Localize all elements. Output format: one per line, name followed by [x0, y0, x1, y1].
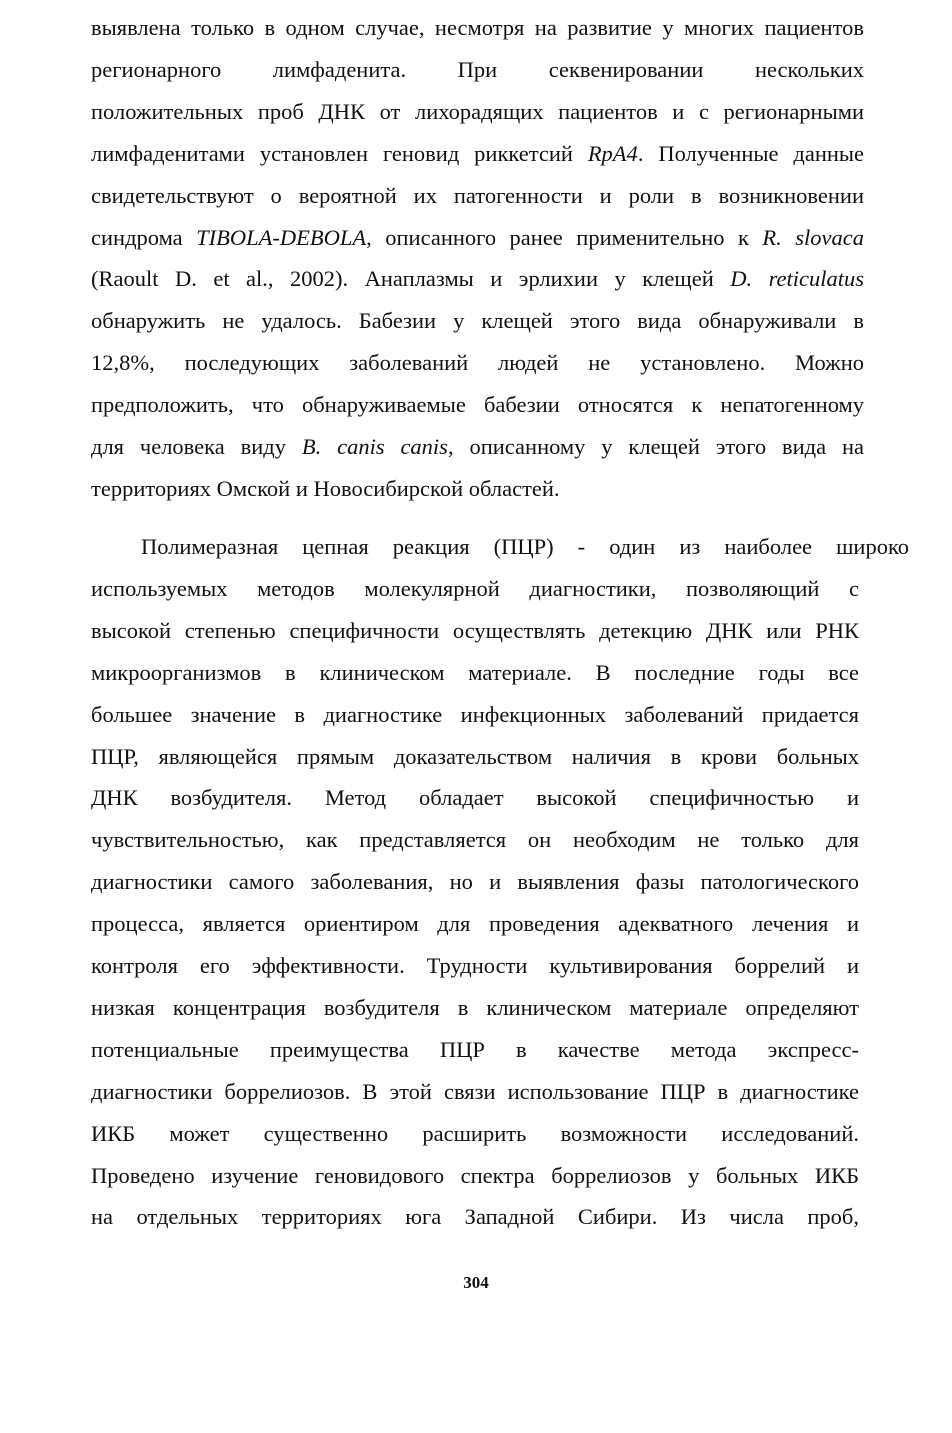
text-segment: лимфаденитами установлен геновид риккетсий [91, 140, 588, 166]
text-line [91, 825, 859, 855]
text-segment: выявлена только в одном случае, несмотря на развитие у многих пациентов [91, 15, 864, 40]
text-line [91, 700, 859, 730]
text-segment: потенциальные преимущества ПЦР в качестве метода экспресс- [91, 1036, 859, 1062]
text-segment: . Полученные данные [637, 140, 864, 166]
text-segment: регионарного лимфаденита. При секвенировании нескольких [91, 56, 864, 82]
text-segment: большее значение в диагностике инфекционных заболеваний придается [91, 701, 859, 727]
italic-term: B. canis canis [301, 434, 448, 459]
text-line [91, 55, 864, 85]
text-segment: Полимеразная цепная реакция (ПЦР) - один из наиболее широко [141, 534, 909, 559]
text-segment: чувствительностью, как представляется он необходим не только для [91, 827, 859, 853]
text-segment: диагностики самого заболевания, но и выявления фазы патологического [91, 869, 859, 895]
text-segment: 12,8%, последующих заболеваний людей не установлено. Можно [91, 350, 864, 376]
text-segment: положительных проб ДНК от лихорадящих пациентов и с регионарными [91, 98, 864, 124]
text-line [91, 1035, 859, 1065]
text-segment: обнаружить не удалось. Бабезии у клещей этого вида обнаруживали в [91, 308, 864, 334]
text-segment: низкая концентрация возбудителя в клиническом материале определяют [91, 994, 859, 1020]
text-segment: свидетельствуют о вероятной их патогенности и роли в возникновении [91, 182, 864, 208]
text-line [91, 1161, 859, 1191]
text-segment: ИКБ может существенно расширить возможности исследований. [91, 1120, 859, 1146]
text-line [91, 13, 864, 43]
text-line [91, 1077, 859, 1107]
text-line [91, 742, 859, 772]
text-line [91, 783, 859, 813]
italic-term: RpA4 [587, 140, 638, 166]
text-segment: синдрома [91, 224, 197, 250]
text-line [91, 390, 864, 420]
text-line [91, 139, 864, 169]
text-line [91, 348, 864, 378]
text-segment: Проведено изучение геновидового спектра боррелиозов у больных ИКБ [91, 1162, 859, 1188]
text-line [91, 306, 864, 336]
text-segment: ПЦР, являющейся прямым доказательством наличия в крови больных [91, 743, 859, 769]
text-line [91, 97, 864, 127]
text-line [91, 181, 864, 211]
text-segment: (Raoult D. et al., 2002). Анаплазмы и эрлихии у клещей [91, 266, 731, 292]
text-segment: ДНК возбудителя. Метод обладает высокой специфичностью и [91, 785, 859, 811]
text-segment: контроля его эффективности. Трудности культивирования боррелий и [91, 953, 859, 978]
text-line [91, 432, 864, 462]
text-line [91, 474, 864, 504]
text-segment: , описанному у клещей этого вида на [447, 434, 864, 459]
text-segment: используемых методов молекулярной диагностики, позволяющий с [91, 575, 859, 601]
text-segment: для человека виду [91, 434, 302, 459]
text-segment: процесса, является ориентиром для проведения адекватного лечения и [91, 911, 859, 937]
text-line [91, 909, 859, 939]
text-segment: , описанного ранее применительно к [366, 224, 763, 250]
text-line [91, 616, 859, 646]
italic-term: D. reticulatus [730, 266, 864, 292]
text-segment: на отдельных территориях юга Западной Сибири. Из числа проб, [91, 1204, 859, 1230]
italic-term: TIBOLA-DEBOLA [196, 224, 367, 250]
text-line [91, 658, 859, 688]
page-number: 304 [463, 1273, 489, 1292]
text-line [91, 951, 859, 981]
text-line [91, 574, 859, 604]
text-line [91, 1202, 859, 1232]
text-segment: микроорганизмов в клиническом материале. В последние годы все [91, 659, 859, 685]
text-segment: высокой степенью специфичности осуществлять детекцию ДНК или РНК [91, 617, 859, 643]
text-line [91, 867, 859, 897]
text-segment: территориях Омской и Новосибирской областей. [91, 475, 560, 501]
text-line [91, 223, 864, 253]
text-line [141, 532, 909, 562]
text-line [91, 1119, 859, 1149]
text-segment: предположить, что обнаруживаемые бабезии относятся к непатогенному [91, 392, 864, 418]
text-line [91, 264, 864, 294]
text-line [91, 993, 859, 1023]
italic-term: R. slovaca [762, 224, 864, 250]
text-segment: диагностики боррелиозов. В этой связи использование ПЦР в диагностике [91, 1078, 859, 1104]
